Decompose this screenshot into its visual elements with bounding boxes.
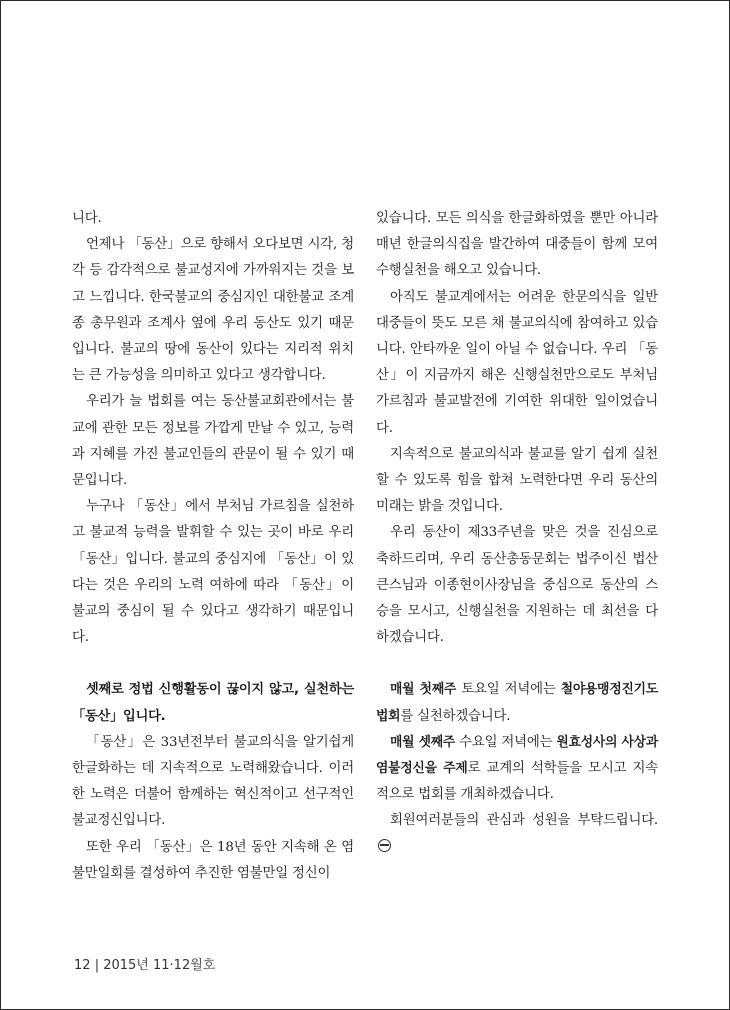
emphasis: 철야용맹정진기도법회 [376,682,658,724]
spacer [72,651,354,677]
end-of-article-icon [378,839,391,852]
paragraph: 우리 동산이 제33주년을 맞은 것을 진심으로 축하드리며, 우리 동산총동문회는 법주이신 법산큰스님과 이종현이사장님을 중심으로 동산의 스승을 모시고, 신행실천을 지원하는 데 최선을 다하겠습니다. [376,525,658,646]
emphasis: 매월 첫째주 [390,682,457,698]
paragraph [376,730,658,809]
paragraph: 언제나 「동산」으로 향해서 오다보면 시각, 청각 등 감각적으로 불교성지에 가까워지는 것을 보고 느낍니다. 한국불교의 중심지인 대한불교 조계종 총무원과 조계사 옆에 우리 동산도 있기 때문입니다. 불교의 땅에 동산이 있다는 지리적 위치는 큰 가능성을 의미하고 있다고 생각합니다. [72,237,354,384]
paragraph: 누구나 「동산」에서 부처님 가르침을 실천하고 불교적 능력을 발휘할 수 있는 곳이 바로 우리 「동산」입니다. 불교의 중심지에 「동산」이 있다는 것은 우리의 노력 여하에 따라 「동산」이 불교의 중심이 될 수 있다고 생각하기 때문입니다. [72,499,354,646]
text: 토요일 저녁에는 [456,682,561,698]
section-heading: 셋째로 정법 신행활동이 끊이지 않고, 실천하는 「동산」입니다. [72,682,354,724]
page-footer [74,954,215,973]
closing-text: 회원여러분들의 관심과 성원을 부탁드립니다. [390,813,658,829]
paragraph [376,677,658,729]
paragraph [376,808,658,860]
paragraph: 우리가 늘 법회를 여는 동산불교회관에서는 불교에 관한 모든 정보를 가깝게 만날 수 있고, 능력과 지혜를 가진 불교인들의 관문이 될 수 있기 때문입니다. [72,394,354,489]
text: 수요일 저녁에는 [455,734,557,750]
spacer [376,651,658,677]
section-heading-block [72,677,354,729]
right-column [376,206,658,861]
paragraph: 있습니다. 모든 의식을 한글화하였을 뿐만 아니라 매년 한글의식집을 발간하여 대중들이 함께 모여 수행실천을 해오고 있습니다. [376,211,658,279]
text: 를 실천하겠습니다. [400,708,511,724]
issue-label: 2015년 11·12월호 [103,958,216,973]
left-column [72,206,354,887]
paragraph: 니다. [72,211,102,226]
text: 로 교계의 석학들을 모시고 지속적으로 법회를 개최하겠습니다. [376,761,658,803]
paragraph: 또한 우리 「동산」은 18년 동안 지속해 온 염불만일회를 결성하여 추진한 염불만일 정신이 [72,839,354,881]
emphasis: 매월 셋째주 [390,734,456,750]
page-number: 12 [74,958,91,973]
paragraph: 아직도 불교계에서는 어려운 한문의식을 일반대중들이 뜻도 모른 채 불교의식에 참여하고 있습니다. 안타까운 일이 아닐 수 없습니다. 우리 「동산」이 지금까지 해온 신행실천만으로도 부처님 가르침과 불교발전에 기여한 위대한 일이었습니다. [376,289,658,436]
emphasis: 원효성사의 사상과 염불정신을 주제 [376,734,658,777]
footer-separator: | [94,958,100,973]
paragraph: 「동산」은 33년전부터 불교의식을 알기쉽게 한글화하는 데 지속적으로 노력해왔습니다. 이러한 노력은 더불어 함께하는 혁신적이고 선구적인 불교정신입니다. [72,734,354,829]
paragraph: 지속적으로 불교의식과 불교를 알기 쉽게 실천할 수 있도록 힘을 합쳐 노력한다면 우리 동산의 미래는 밝을 것입니다. [376,446,658,515]
